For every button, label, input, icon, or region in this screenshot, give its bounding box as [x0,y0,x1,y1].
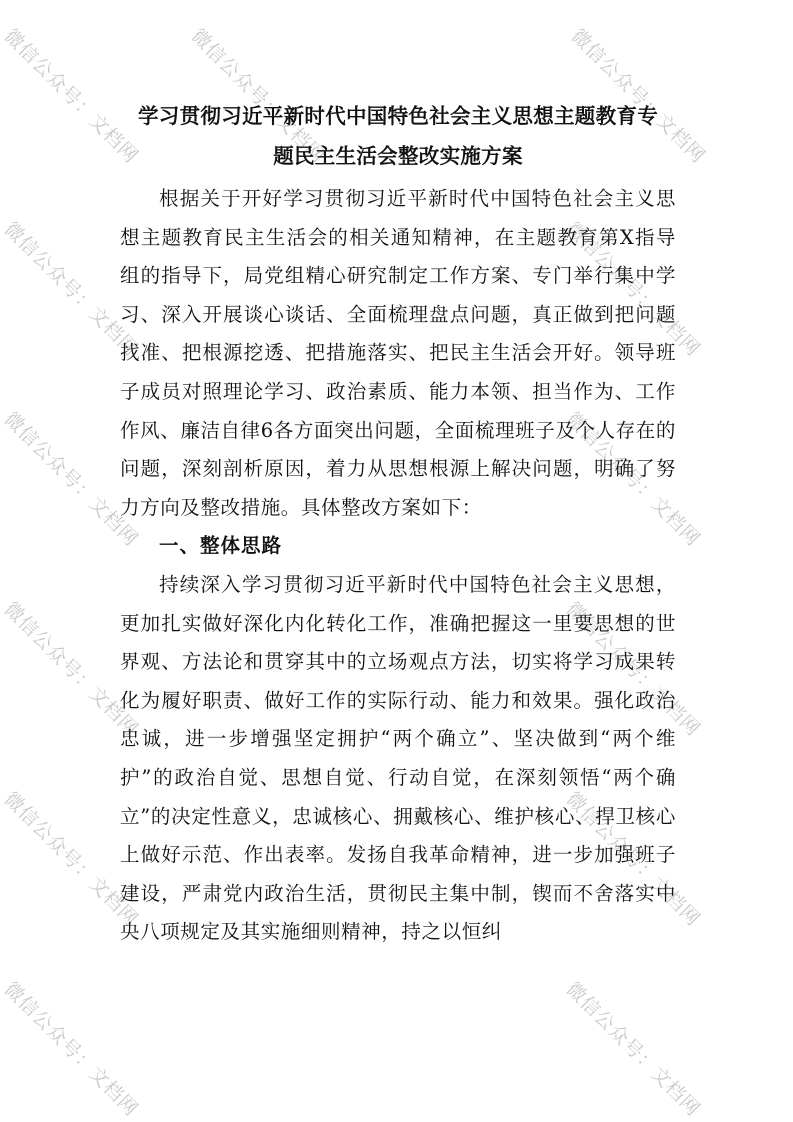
watermark-text: 微信公众号：文档网 [0,787,143,931]
watermark-text: 微信公众号：文档网 [566,24,710,168]
watermark-text: 微信公众号：文档网 [0,24,143,168]
body-paragraph: 持续深入学习贯彻习近平新时代中国特色社会主义思想，更加扎实做好深化内化转化工作，准确把握这一里要思想的世界观、方法论和贯穿其中的立场观点方法，切实将学习成果转化为履好职责、做好工作的实际行动、能力和效果。强化政治忠诚，进一步增强坚定拥护“两个确立”、坚决做到“两个维护”的政治自觉、思想自觉、行动自觉，在深刻领悟“两个确立”的决定性意义，忠诚核心、拥戴核心、维护核心、捍卫核心上做好示范、作出表率。发扬自我革命精神，进一步加强班子建设，严肃党内政治生活，贯彻民主集中制，锲而不舍落实中央八项规定及其实施细则精神，持之以恒纠 [120,572,676,944]
watermark-text: 微信公众号：文档网 [561,217,705,361]
watermark-text: 微信公众号：文档网 [561,787,705,931]
watermark-text: 微信公众号：文档网 [0,977,143,1121]
title-line-1: 学习贯彻习近平新时代中国特色社会主义思想主题教育专 [138,104,658,128]
title-line-2: 题民主生活会整改实施方案 [273,144,523,168]
watermark-text: 微信公众号：文档网 [0,597,143,741]
watermark-text: 微信公众号：文档网 [561,597,705,741]
watermark-text: 微信公众号：文档网 [186,24,330,168]
section-heading: 一、整体思路 [159,534,283,558]
watermark-text: 微信公众号：文档网 [561,977,705,1121]
watermark-text: 微信公众号：文档网 [0,407,143,551]
watermark-text: 微信公众号：文档网 [561,407,705,551]
document-body [120,96,676,952]
watermark-text: 微信公众号：文档网 [0,217,143,361]
intro-paragraph: 根据关于开好学习贯彻习近平新时代中国特色社会主义思想主题教育民主生活会的相关通知精神，在主题教育第X指导组的指导下，局党组精心研究制定工作方案、专门举行集中学习、深入开展谈心谈话、全面梳理盘点问题，真正做到把问题找准、把根源挖透、把措施落实、把民主生活会开好。领导班子成员对照理论学习、政治素质、能力本领、担当作为、工作作风、廉洁自律6各方面突出问题，全面梳理班子及个人存在的问题，深刻剖析原因，着力从思想根源上解决问题，明确了努力方向及整改措施。具体整改方案如下： [120,187,676,519]
document-title [120,96,676,176]
